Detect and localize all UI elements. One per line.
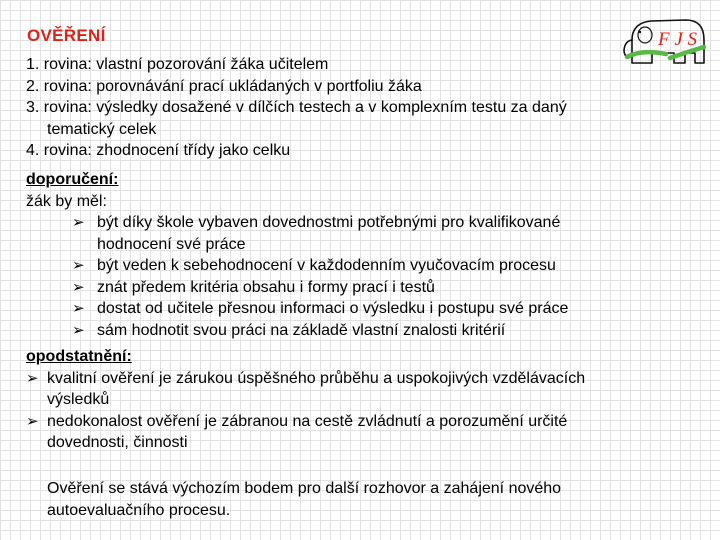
- closing-line: autoevaluačního procesu.: [47, 501, 231, 519]
- list-item-text: kvalitní ověření je zárukou úspěšného průběhu a uspokojivých vzdělávacích: [47, 369, 586, 387]
- arrow-bullet-icon: ➢: [26, 412, 39, 430]
- list-item: 3. rovina: výsledky dosažené v dílčích testech a v komplexním testu za daný: [26, 99, 567, 116]
- arrow-bullet-icon: ➢: [72, 300, 85, 317]
- list-item: [26, 277, 568, 299]
- list-item-continuation: výsledků: [47, 391, 110, 408]
- arrow-bullet-icon: ➢: [72, 321, 85, 339]
- list-item: 1. rovina: vlastní pozorování žáka učitelem: [26, 56, 329, 73]
- list-item-text: být veden k sebehodnocení v každodenním vyučovacím procesu: [97, 257, 556, 274]
- list-item: [26, 411, 585, 454]
- arrow-bullet-icon: ➢: [26, 369, 39, 387]
- list-item-text: znát předem kritéria obsahu i formy prací i testů: [97, 278, 435, 296]
- arrow-bullet-icon: ➢: [72, 257, 85, 274]
- list-item: [26, 368, 585, 411]
- list-item: 2. rovina: porovnávání prací ukládaných v portfoliu žáka: [26, 77, 422, 95]
- closing-line: Ověření se stává výchozím bodem pro další rozhovor a zahájení nového: [47, 480, 562, 497]
- recommendation-heading: doporučení:: [26, 171, 119, 188]
- list-item-text: dostat od učitele přesnou informaci o výsledku i postupu své práce: [97, 300, 569, 317]
- justification-heading: opodstatnění:: [26, 348, 132, 365]
- logo-text: F J S: [658, 29, 698, 50]
- list-item: [26, 298, 568, 320]
- justification-section: [26, 346, 585, 454]
- list-item-text: nedokonalost ověření je zábranou na cestě zvládnutí a porozumění určité: [47, 412, 568, 430]
- arrow-bullet-icon: ➢: [72, 214, 85, 231]
- list-item: [26, 212, 568, 255]
- list-item-continuation: dovednosti, činnosti: [47, 434, 188, 451]
- list-item-continuation: tematický celek: [47, 120, 157, 138]
- recommendation-intro: žák by měl:: [26, 192, 107, 210]
- closing-paragraph: [47, 478, 561, 521]
- list-item-continuation: hodnocení své práce: [97, 235, 246, 253]
- elephant-logo-icon: [622, 16, 710, 66]
- list-item: 4. rovina: zhodnocení třídy jako celku: [26, 142, 291, 159]
- arrow-bullet-icon: ➢: [72, 278, 85, 296]
- list-item: [26, 255, 568, 277]
- page-title: OVĚŘENÍ: [27, 26, 106, 45]
- recommendation-section: [26, 169, 568, 341]
- levels-list: [26, 54, 567, 162]
- list-item: [26, 320, 568, 342]
- list-item-text: být díky škole vybaven dovednostmi potřebnými pro kvalifikované: [97, 214, 561, 231]
- list-item-text: sám hodnotit svou práci na základě vlastní znalosti kritérií: [97, 321, 506, 339]
